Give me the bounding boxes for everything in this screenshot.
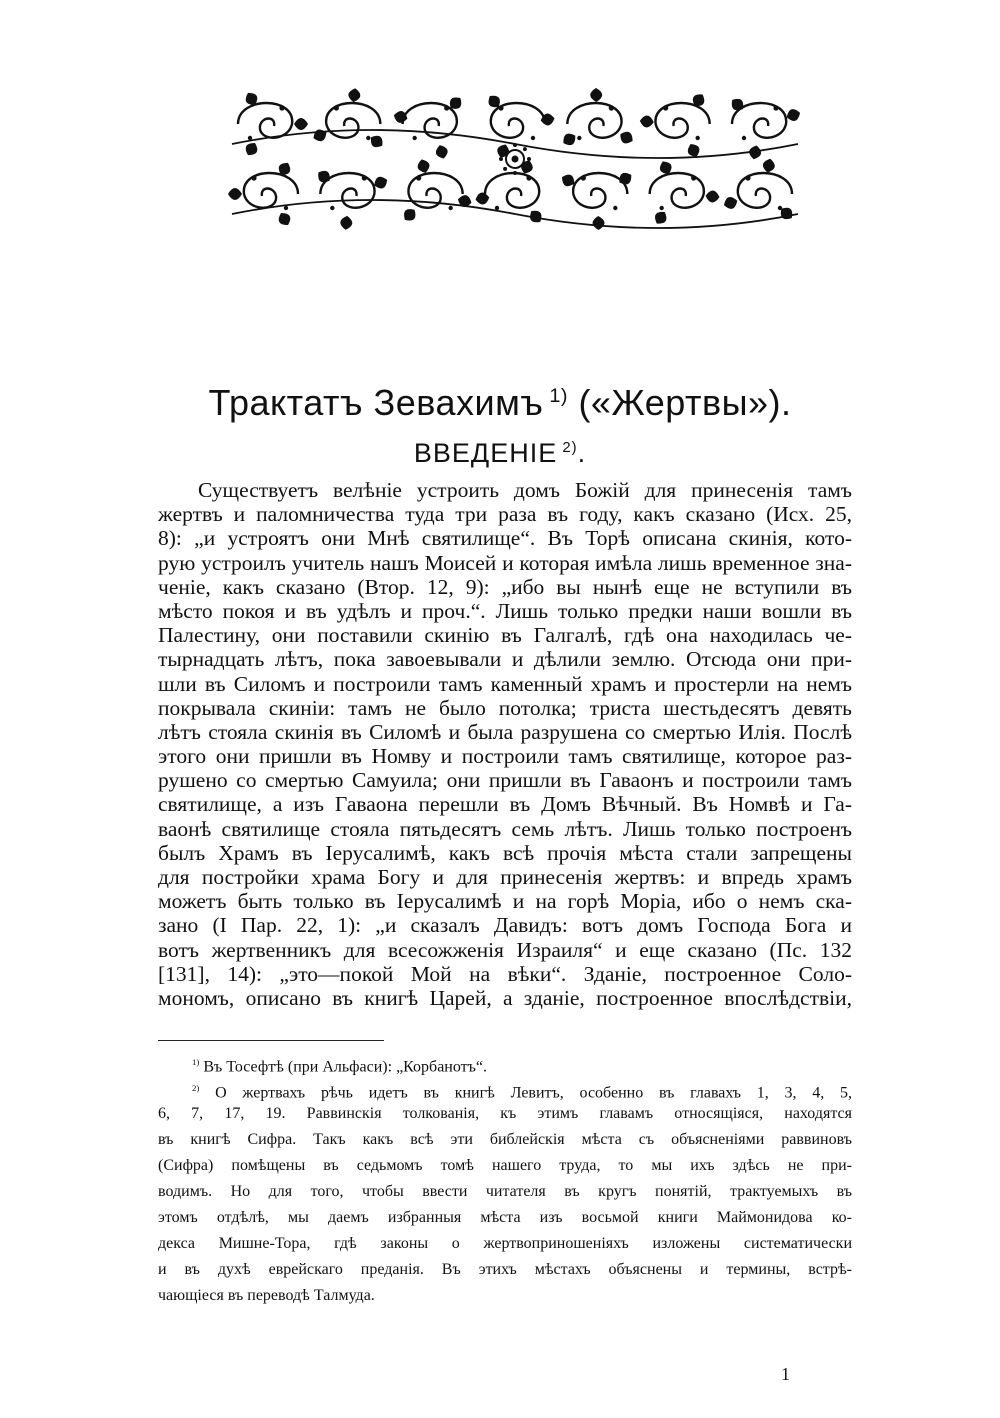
footnote-line: чающіеся въ переводѣ Талмуда. [158, 1287, 375, 1304]
footnotes [158, 1049, 852, 1309]
body-line: этого они пришли въ Номву и построили тамъ святилище, которое раз- [158, 744, 852, 769]
footnote-line: декса Мишне-Тора, гдѣ законы о жертвоприношеніяхъ изложены систематически [158, 1235, 852, 1252]
section-heading-text: ВВЕДЕНІЕ [413, 438, 558, 468]
body-line: рую устроилъ учитель нашъ Моисей и которая имѣла лишь временное зна- [158, 550, 852, 575]
title-text: Трактатъ Зевахимъ [208, 382, 544, 423]
body-line: ченіе, какъ сказано (Втор. 12, 9): „ибо вы нынѣ еще не вступили въ [158, 574, 852, 599]
footnote-divider [158, 1040, 384, 1041]
title-translation: («Жертвы»). [578, 382, 792, 423]
body-line: рушено со смертью Самуила; они пришли въ Гаваонъ и построили тамъ [158, 768, 852, 793]
footnote-line: О жертвахъ рѣчь идетъ въ книгѣ Левитъ, особенно въ главахъ 1, 3, 4, 5, [215, 1084, 852, 1101]
body-line: мѣсто покоя и въ удѣлъ и проч.“. Лишь только предки наши вошли въ [158, 598, 852, 623]
footnote-line: Въ Тосефтѣ (при Альфаси): „Корбанотъ“. [203, 1058, 488, 1075]
body-line: [131], 14): „это—покой Мой на вѣки“. Зданіе, построенное Соло- [158, 961, 852, 986]
footnote-line: этомъ отдѣлѣ, мы даемъ избранныя мѣста изъ восьмой книги Маймонидова ко- [158, 1209, 852, 1226]
page-number: 1 [781, 1364, 790, 1384]
section-heading-footnote-mark: 2) [562, 440, 578, 456]
body-line: зано (I Пар. 22, 1): „и сказалъ Давидъ: вотъ домъ Господа Бога и [158, 913, 852, 938]
body-line: мономъ, описано въ книгѣ Царей, а зданіе, построенное впослѣдствіи, [158, 985, 852, 1010]
body-line: жертвъ и паломничества туда три раза въ году, какъ сказано (Исх. 25, [158, 502, 852, 527]
body-line: вотъ жертвенникъ для всесожженія Израиля“ и еще сказано (Пс. 132 [158, 937, 852, 962]
body-line: былъ Храмъ въ Іерусалимѣ, какъ всѣ прочія мѣста стали запрещены [158, 840, 852, 865]
body-line: для постройки храма Богу и для принесенія жертвъ: и впредь храмъ [158, 865, 852, 889]
body-line: Палестину, они поставили скинію въ Галгалѣ, гдѣ она находилась че- [158, 623, 852, 648]
body-line: Существуетъ велѣніе устроить домъ Божій для принесенія тамъ [198, 478, 852, 502]
footnote-line: въ книгѣ Сифра. Такъ какъ всѣ эти библейскія мѣста съ объясненіями раввиновъ [158, 1131, 852, 1148]
body-line: шли въ Силомъ и построили тамъ каменный храмъ и простерли на немъ [158, 671, 852, 696]
body-line: лѣтъ стояла скинія въ Силомѣ и была разрушена со смертью Илія. Послѣ [158, 719, 852, 744]
footnote-2 [158, 1075, 852, 1101]
footnote-line: (Сифра) помѣщены въ седьмомъ томѣ нашего труда, то мы ихъ здѣсь не при- [158, 1157, 852, 1174]
footnote-line: и въ духѣ еврейскаго преданія. Въ этихъ мѣстахъ объяснены и термины, встрѣ- [158, 1261, 852, 1278]
body-line: 8): „и устроятъ они Мнѣ святилище“. Въ Торѣ описана скинія, кото- [158, 526, 852, 551]
body-line: ваонѣ святилище стояла пятьдесятъ семь лѣтъ. Лишь только построенъ [158, 816, 852, 841]
footnote-line: водимъ. Но для того, чтобы ввести читателя въ кругъ понятій, трактуемыхъ въ [158, 1183, 852, 1200]
footnote-mark: 2) [192, 1083, 200, 1093]
footnote-line: 6, 7, 17, 19. Раввинскія толкованія, къ этимъ главамъ относящіяся, находятся [158, 1105, 852, 1122]
footnote-mark: 1) [192, 1057, 200, 1067]
body-text [158, 478, 852, 1010]
body-line: тырнадцать лѣтъ, пока завоевывали и дѣлили землю. Отсюда они при- [158, 647, 852, 672]
title-footnote-mark: 1) [549, 385, 568, 407]
footnote-1 [158, 1049, 852, 1075]
body-line: можетъ быть только въ Іерусалимѣ и на горѣ Моріа, ибо о немъ ска- [158, 889, 852, 914]
floral-ornament-headpiece [226, 86, 804, 232]
body-line: святилище, а изъ Гаваона перешли въ Домъ Вѣчный. Въ Номвѣ и Га- [158, 792, 852, 817]
body-line: покрывала скиніи: тамъ не было потолка; триста шестьдесятъ девять [158, 695, 852, 720]
section-heading [0, 438, 1000, 469]
section-heading-suffix: . [577, 438, 587, 468]
treatise-title [0, 382, 1000, 424]
